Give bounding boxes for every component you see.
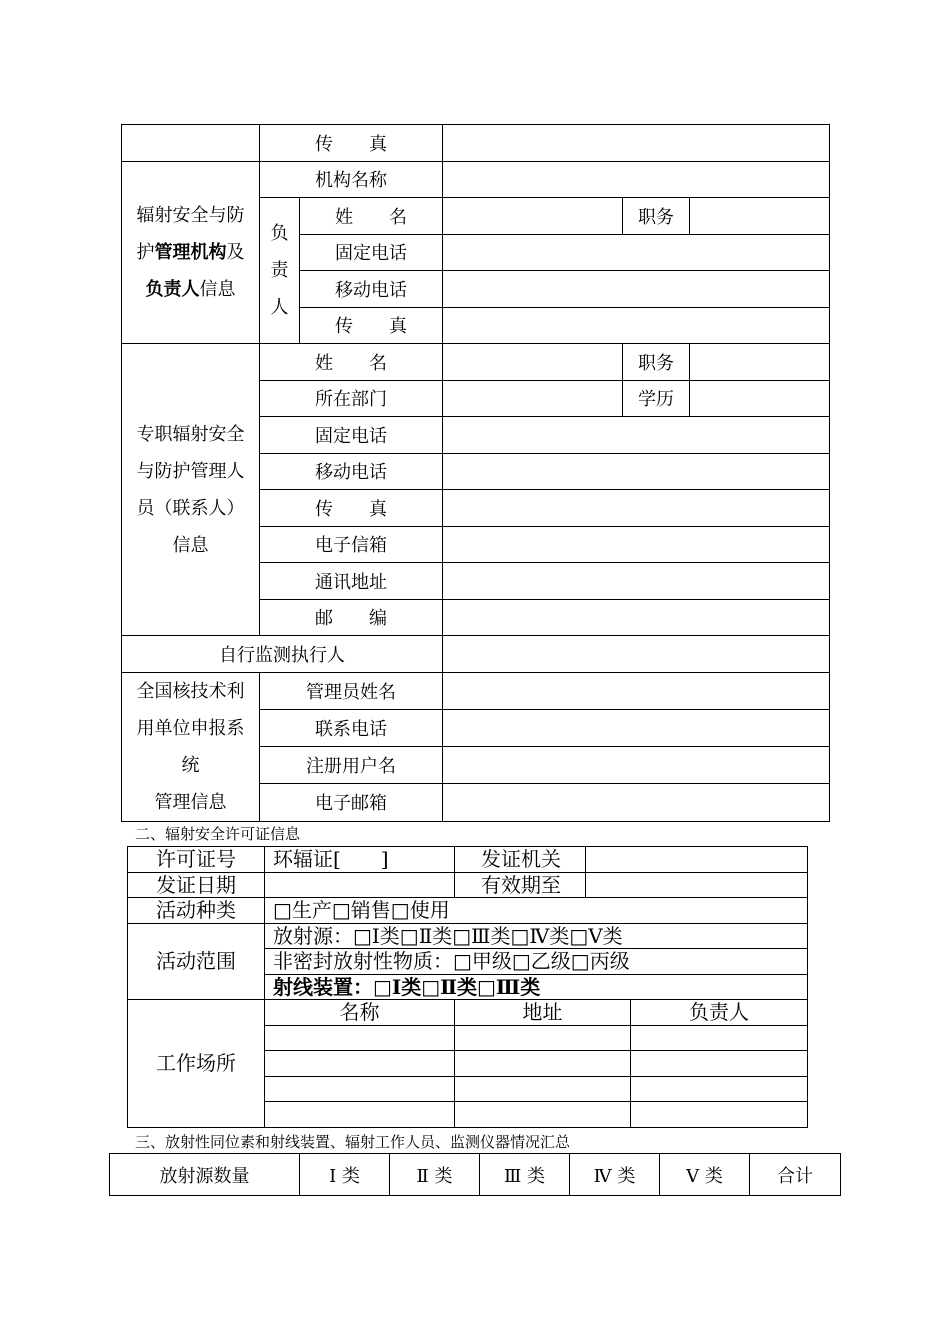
valid-until-cell: [455, 872, 808, 898]
head-name-label: 姓 名: [300, 198, 443, 235]
scope-unsealed-options[interactable]: 非密封放射性物质：□甲级□乙级□丙级: [265, 949, 808, 975]
class-3-header: Ⅲ 类: [480, 1154, 570, 1196]
username-field[interactable]: [443, 747, 830, 784]
staff-mobile-label: 移动电话: [260, 453, 443, 490]
workplace-header-head: 负责人: [631, 1000, 808, 1026]
issuer-field[interactable]: [586, 847, 808, 872]
class-1-header: Ⅰ 类: [300, 1154, 390, 1196]
side-title-text: 信息: [199, 278, 236, 300]
org-name-label: 机构名称: [260, 161, 443, 198]
side-title-text: 统: [181, 754, 200, 776]
workplace-cell[interactable]: [265, 1102, 455, 1128]
org-name-field[interactable]: [443, 161, 830, 198]
scope-device-bold: □Ⅲ类: [477, 974, 541, 999]
head-mobile-label: 移动电话: [300, 271, 443, 308]
staff-postcode-label: 邮 编: [260, 599, 443, 636]
workplace-header-name: 名称: [265, 1000, 455, 1026]
side-title-bold: 负责人: [145, 278, 200, 300]
national-side-title: [122, 672, 260, 821]
head-landline-label: 固定电话: [300, 234, 443, 271]
head-fax-label: 传 真: [300, 307, 443, 344]
section3-heading: 三、放射性同位素和射线装置、辐射工作人员、监测仪器情况汇总: [135, 1133, 571, 1151]
issue-date-label: 发证日期: [128, 872, 265, 898]
head-char: 责: [270, 260, 289, 281]
section2-heading: 二、辐射安全许可证信息: [135, 825, 301, 843]
activity-type-label: 活动种类: [128, 898, 265, 924]
side-title-text: 用单位申报系: [136, 717, 245, 739]
activity-type-options[interactable]: □生产□销售□使用: [265, 898, 808, 924]
license-no-field[interactable]: 环辐证[ ]: [265, 847, 455, 873]
self-monitor-label: 自行监测执行人: [122, 636, 443, 673]
license-no-label: 许可证号: [128, 847, 265, 873]
staff-landline-field[interactable]: [443, 417, 830, 454]
head-char: 负: [270, 223, 289, 244]
head-mobile-field[interactable]: [443, 271, 830, 308]
workplace-cell[interactable]: [631, 1076, 808, 1102]
national-phone-field[interactable]: [443, 709, 830, 746]
staff-position-field[interactable]: [690, 344, 830, 381]
head-char: 人: [270, 297, 289, 318]
staff-landline-label: 固定电话: [260, 417, 443, 454]
class-2-header: Ⅱ 类: [390, 1154, 480, 1196]
workplace-cell[interactable]: [265, 1051, 455, 1077]
head-name-field[interactable]: [443, 198, 623, 235]
issuer-cell: [455, 847, 808, 873]
class-5-header: Ⅴ 类: [660, 1154, 750, 1196]
class-4-header: Ⅳ 类: [570, 1154, 660, 1196]
staff-address-label: 通讯地址: [260, 563, 443, 600]
empty-cell: [122, 125, 260, 162]
workplace-cell[interactable]: [631, 1051, 808, 1077]
admin-name-field[interactable]: [443, 672, 830, 709]
workplace-cell[interactable]: [265, 1076, 455, 1102]
side-title-text: 信息: [172, 534, 209, 556]
workplace-cell[interactable]: [455, 1025, 631, 1051]
admin-name-label: 管理员姓名: [260, 672, 443, 709]
workplace-cell[interactable]: [455, 1076, 631, 1102]
staff-dept-label: 所在部门: [260, 380, 443, 417]
issue-date-field[interactable]: [265, 872, 455, 898]
side-title-text: 及: [226, 241, 245, 263]
scope-source-options[interactable]: 放射源：□Ⅰ类□Ⅱ类□Ⅲ类□Ⅳ类□Ⅴ类: [265, 923, 808, 949]
staff-name-field[interactable]: [443, 344, 623, 381]
staff-fax-label: 传 真: [260, 490, 443, 527]
summary-table: [109, 1153, 841, 1196]
head-fax-field[interactable]: [443, 307, 830, 344]
national-email-label: 电子邮箱: [260, 784, 443, 821]
workplace-cell[interactable]: [631, 1102, 808, 1128]
issuer-subtable: [455, 847, 807, 872]
valid-until-label: 有效期至: [455, 873, 586, 898]
head-person-label: [260, 198, 300, 344]
workplace-cell[interactable]: [455, 1102, 631, 1128]
side-title-text: 管理信息: [154, 791, 227, 813]
workplace-cell[interactable]: [455, 1051, 631, 1077]
staff-email-label: 电子信箱: [260, 526, 443, 563]
side-title-text: 全国核技术利: [136, 680, 245, 702]
staff-position-label: 职务: [623, 344, 690, 381]
fax-label: 传 真: [260, 125, 443, 162]
license-table: [127, 846, 808, 1128]
self-monitor-field[interactable]: [443, 636, 830, 673]
staff-name-label: 姓 名: [260, 344, 443, 381]
staff-dept-field[interactable]: [443, 380, 623, 417]
side-title-text: 与防护管理人: [136, 460, 245, 482]
valid-subtable: [455, 873, 807, 898]
workplace-cell[interactable]: [631, 1025, 808, 1051]
fax-field[interactable]: [443, 125, 830, 162]
issuer-label: 发证机关: [455, 847, 586, 872]
total-header: 合计: [750, 1154, 841, 1196]
scope-device-options[interactable]: [265, 974, 808, 1000]
scope-device-text: 射线装置：□Ⅰ类□Ⅱ类: [273, 974, 478, 999]
staff-fax-field[interactable]: [443, 490, 830, 527]
head-position-label: 职务: [623, 198, 690, 235]
staff-education-label: 学历: [623, 380, 690, 417]
scope-label: 活动范围: [128, 923, 265, 1000]
national-email-field[interactable]: [443, 784, 830, 821]
staff-mobile-field[interactable]: [443, 453, 830, 490]
head-position-field[interactable]: [690, 198, 830, 235]
staff-email-field[interactable]: [443, 526, 830, 563]
staff-education-field[interactable]: [690, 380, 830, 417]
valid-until-field[interactable]: [586, 873, 808, 898]
source-count-label: 放射源数量: [110, 1154, 300, 1196]
workplace-header-address: 地址: [455, 1000, 631, 1026]
staff-address-field[interactable]: [443, 563, 830, 600]
head-landline-field[interactable]: [443, 234, 830, 271]
side-title-text: 护: [136, 241, 155, 263]
workplace-label: 工作场所: [128, 1000, 265, 1128]
side-title-text: 专职辐射安全: [136, 423, 245, 445]
side-title-text: 辐射安全与防: [136, 204, 245, 226]
side-title-bold: 管理机构: [154, 241, 227, 263]
username-label: 注册用户名: [260, 747, 443, 784]
staff-side-title: [122, 344, 260, 636]
workplace-cell[interactable]: [265, 1025, 455, 1051]
national-phone-label: 联系电话: [260, 709, 443, 746]
staff-postcode-field[interactable]: [443, 599, 830, 636]
side-title-text: 员（联系人）: [136, 497, 245, 519]
unit-info-table: [121, 124, 830, 822]
org-side-title: [122, 161, 260, 344]
